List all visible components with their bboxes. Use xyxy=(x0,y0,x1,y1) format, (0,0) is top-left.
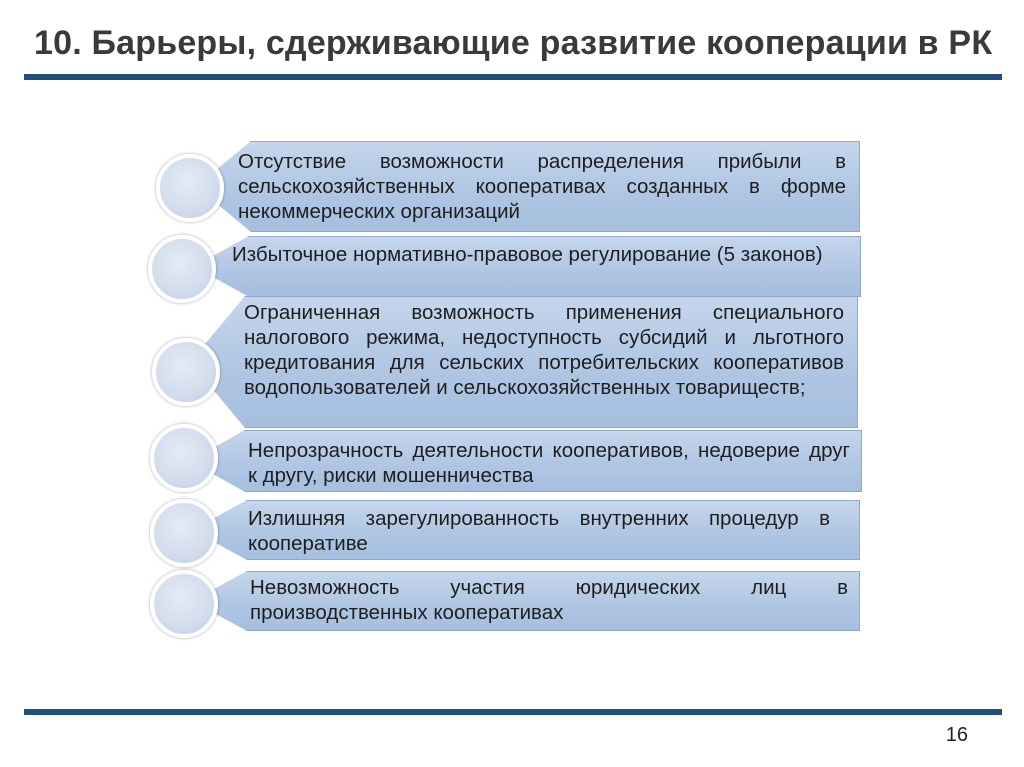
page-number: 16 xyxy=(945,724,968,746)
title-underline xyxy=(24,74,1002,80)
barrier-item xyxy=(152,296,858,428)
bullet-circle xyxy=(156,154,224,222)
bullet-circle xyxy=(150,499,218,567)
barrier-text: Невозможность участия юридических лиц в производственных кооперативах xyxy=(250,576,848,624)
bullet-circle xyxy=(148,235,216,303)
barrier-text: Избыточное нормативно-правовое регулирование (5 законов) xyxy=(232,243,823,266)
slide-title: 10. Барьеры, сдерживающие развитие кооперации в РК xyxy=(34,24,993,62)
barrier-text: Ограниченная возможность применения специального налогового режима, недоступность субсидий и льготного кредитования для сельских потребительских кооперативов водопользователей и сельскохозяйственных товариществ; xyxy=(244,301,844,399)
bullet-circle xyxy=(150,570,218,638)
barrier-text: Излишняя зарегулированность внутренних процедур в кооперативе xyxy=(248,507,830,555)
bullet-circle xyxy=(152,338,220,406)
barrier-item xyxy=(156,141,860,232)
barrier-text: Непрозрачность деятельности кооперативов, недоверие друг к другу, риски мошенничества xyxy=(248,439,850,487)
footer-rule xyxy=(24,709,1002,715)
barrier-item xyxy=(150,430,862,492)
barrier-item xyxy=(150,571,860,631)
barrier-text: Отсутствие возможности распределения прибыли в сельскохозяйственных кооперативах созданных в форме некоммерческих организаций xyxy=(238,150,846,223)
barrier-item xyxy=(150,500,860,560)
barrier-item xyxy=(148,236,861,297)
bullet-circle xyxy=(150,424,218,492)
